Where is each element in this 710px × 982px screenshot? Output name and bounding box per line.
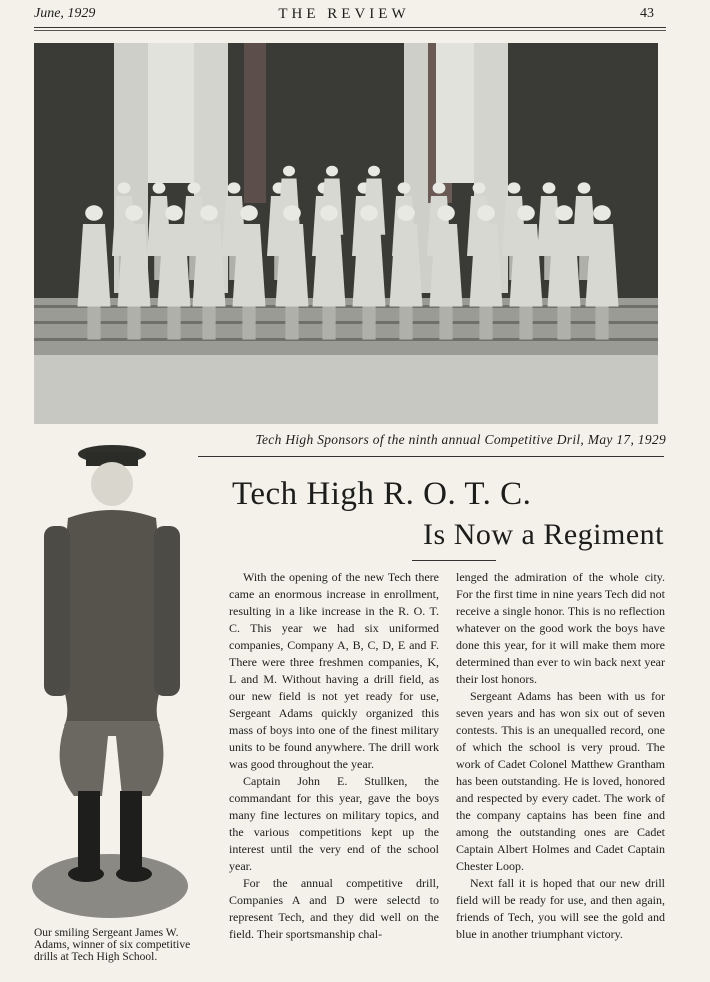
paragraph: Next fall it is hoped that our new drill field will be ready for use, and then again, friends of Tech, you will see the gold and blue in another triumphant victory. bbox=[456, 876, 665, 941]
group-photo bbox=[34, 43, 658, 424]
paragraph: With the opening of the new Tech there came an enormous increase in enrollment, resulting in a like increase in the R. O. T. C. This year we had six uniformed companies, Company A, B, C, D, E and F. There were three freshmen companies, K, L and M. Without having a drill field, as our new field is not yet ready for use, Sergeant Adams quickly organized this mass of boys into one of the finest military units to be found anywhere. The drill work was good throughout the year. bbox=[229, 570, 439, 771]
page-number: 43 bbox=[640, 6, 654, 21]
paragraph: lenged the admiration of the whole city. For the first time in nine years Tech did not receive a single honor. This is no reflection whatever on the good work the boys have done this year, for it will make them more determined than ever to win back next year their lost honors. bbox=[456, 570, 665, 686]
paragraph: Captain John E. Stullken, the commandant for this year, gave the boys many fine lectures on military topics, and the various competitions kept up the interest until the very end of the school year. bbox=[229, 774, 439, 873]
group-photo-caption: Tech High Sponsors of the ninth annual Competitive Dril, May 17, 1929 bbox=[255, 432, 666, 447]
article-title-line1: Tech High R. O. T. C. bbox=[232, 476, 532, 512]
header-rule-secondary bbox=[34, 30, 666, 31]
paragraph: For the annual competitive drill, Companies A and D were selectd to represent Tech, and they did well on the field. Their sportsmanship chal- bbox=[229, 876, 439, 941]
title-rule bbox=[412, 560, 496, 561]
page-header bbox=[34, 4, 654, 26]
caption-rule bbox=[198, 456, 664, 457]
sergeant-portrait bbox=[30, 436, 192, 928]
paragraph: Sergeant Adams has been with us for seven years and has won six out of seven contests. This is an unequalled record, one of which the school is very proud. The work of Cadet Colonel Matthew Grantham has been outstanding. He is loved, honored and respected by every cadet. The work of the company captains has been fine and among the outstanding ones are Cadet Captain Albert Holmes and Cadet Captain Chester Loop. bbox=[456, 689, 665, 873]
header-rule bbox=[34, 27, 666, 28]
issue-date: June, 1929 bbox=[34, 6, 96, 21]
article-column-2 bbox=[456, 569, 665, 943]
article-column-1 bbox=[229, 569, 439, 943]
portrait-caption: Our smiling Sergeant James W. Adams, winner of six competitive drills at Tech High School. bbox=[34, 927, 191, 963]
article-title-line2: Is Now a Regiment bbox=[423, 518, 664, 551]
publication-title: THE REVIEW bbox=[278, 6, 410, 22]
